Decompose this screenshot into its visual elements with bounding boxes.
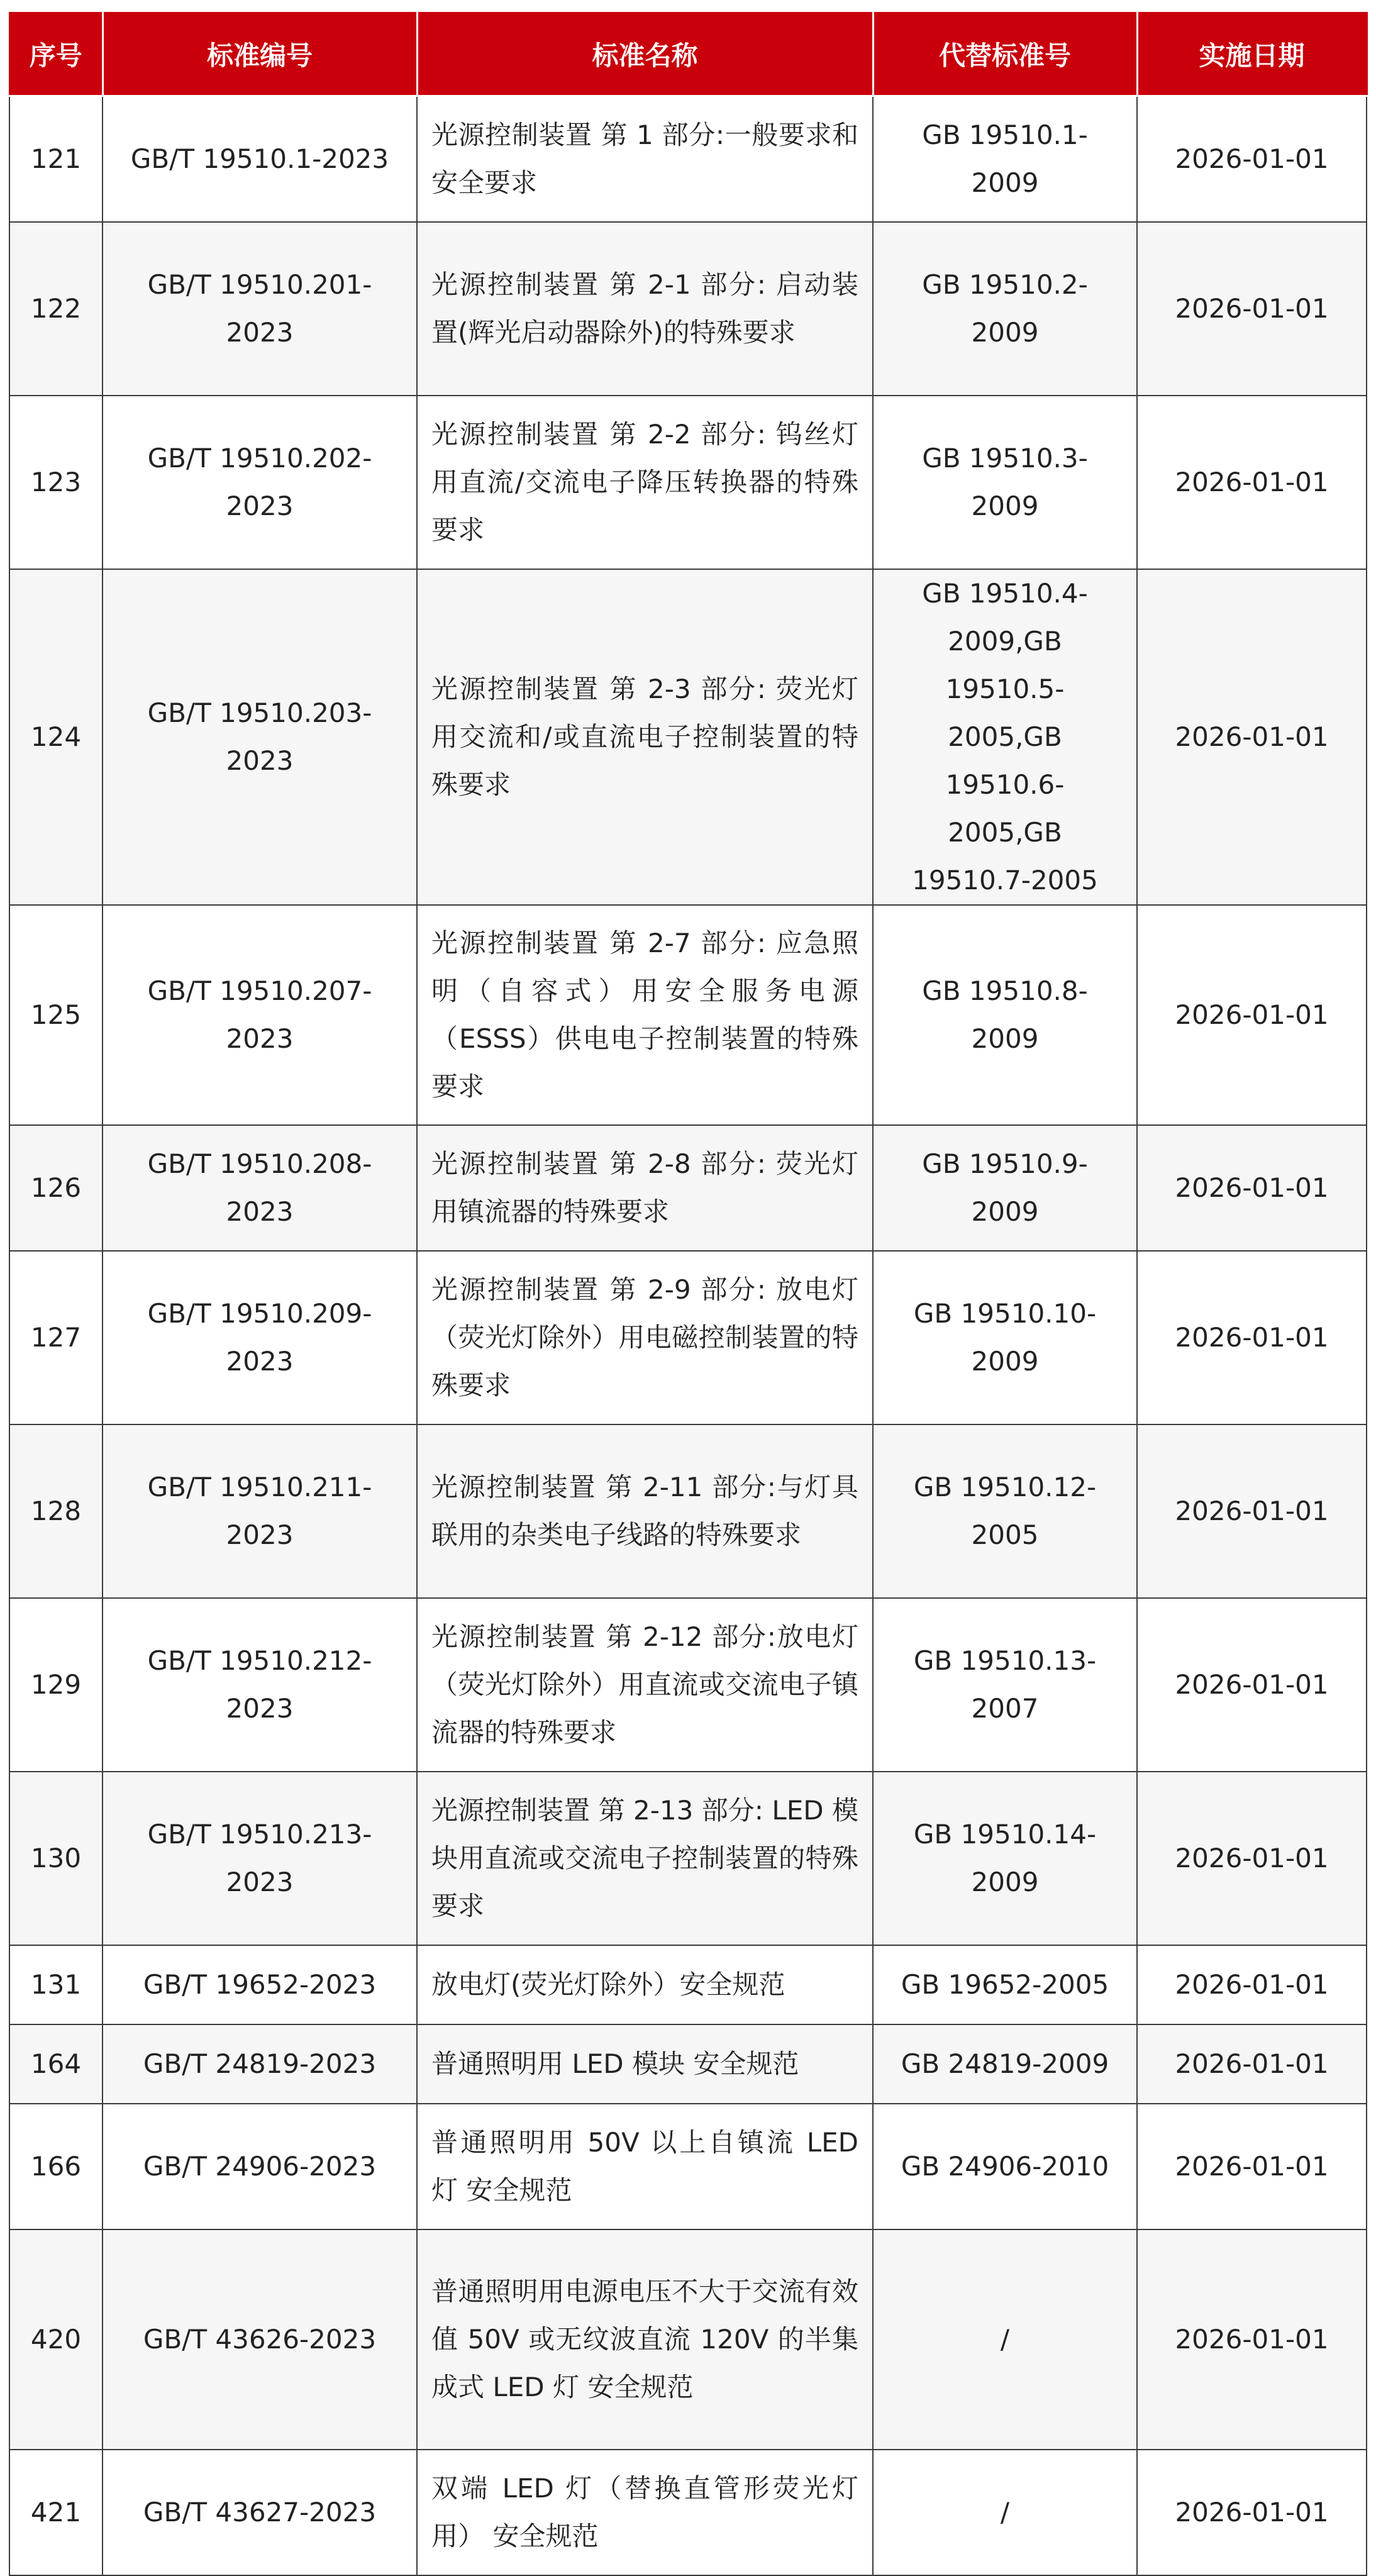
cell-seq: 164: [9, 2024, 103, 2104]
standards-table: [9, 12, 1368, 2576]
cell-standard-code: GB/T 19510.207-2023: [103, 905, 417, 1125]
table-row: [9, 2024, 1367, 2104]
table-row: [9, 1125, 1367, 1251]
cell-replaced-standard: GB 19510.10-2009: [873, 1251, 1137, 1424]
table-row: [9, 2450, 1367, 2575]
cell-replaced-standard: GB 19510.13-2007: [873, 1598, 1137, 1772]
cell-effective-date: 2026-01-01: [1137, 1598, 1367, 1772]
cell-effective-date: 2026-01-01: [1137, 2450, 1367, 2575]
cell-seq: 129: [9, 1598, 103, 1772]
cell-standard-code: GB/T 19510.1-2023: [103, 96, 417, 222]
cell-effective-date: 2026-01-01: [1137, 1251, 1367, 1424]
cell-effective-date: 2026-01-01: [1137, 1125, 1367, 1251]
cell-standard-code: GB/T 43626-2023: [103, 2229, 417, 2450]
cell-standard-name: 普通照明用电源电压不大于交流有效值 50V 或无纹波直流 120V 的半集成式 LED 灯 安全规范: [417, 2229, 873, 2450]
cell-seq: 126: [9, 1125, 103, 1251]
table-row: [9, 222, 1367, 396]
cell-standard-name: 光源控制装置 第 2-7 部分: 应急照明（自容式）用安全服务电源（ESSS）供电电子控制装置的特殊要求: [417, 905, 873, 1125]
table-row: [9, 396, 1367, 569]
table-row: [9, 2104, 1367, 2229]
cell-standard-name: 普通照明用 LED 模块 安全规范: [417, 2024, 873, 2104]
cell-replaced-standard: GB 19652-2005: [873, 1945, 1137, 2024]
header-replaced-standard: 代替标准号: [873, 13, 1137, 96]
cell-seq: 123: [9, 396, 103, 569]
cell-standard-name: 双端 LED 灯（替换直管形荧光灯用） 安全规范: [417, 2450, 873, 2575]
cell-effective-date: 2026-01-01: [1137, 1945, 1367, 2024]
cell-seq: 131: [9, 1945, 103, 2024]
table-row: [9, 2229, 1367, 2450]
cell-standard-code: GB/T 19510.203-2023: [103, 569, 417, 905]
cell-seq: 128: [9, 1424, 103, 1598]
table-header-row: [9, 13, 1367, 96]
table-row: [9, 96, 1367, 222]
cell-standard-code: GB/T 19510.208-2023: [103, 1125, 417, 1251]
cell-effective-date: 2026-01-01: [1137, 2229, 1367, 2450]
table-row: [9, 1251, 1367, 1424]
cell-replaced-standard: GB 19510.14-2009: [873, 1772, 1137, 1945]
cell-seq: 420: [9, 2229, 103, 2450]
cell-standard-name: 光源控制装置 第 2-13 部分: LED 模块用直流或交流电子控制装置的特殊要求: [417, 1772, 873, 1945]
cell-seq: 166: [9, 2104, 103, 2229]
cell-effective-date: 2026-01-01: [1137, 569, 1367, 905]
cell-standard-code: GB/T 43627-2023: [103, 2450, 417, 2575]
cell-standard-name: 光源控制装置 第 2-1 部分: 启动装置(辉光启动器除外)的特殊要求: [417, 222, 873, 396]
cell-standard-name: 光源控制装置 第 1 部分:一般要求和安全要求: [417, 96, 873, 222]
cell-replaced-standard: GB 24819-2009: [873, 2024, 1137, 2104]
cell-standard-name: 光源控制装置 第 2-8 部分: 荧光灯用镇流器的特殊要求: [417, 1125, 873, 1251]
cell-seq: 421: [9, 2450, 103, 2575]
header-seq: 序号: [9, 13, 103, 96]
table-row: [9, 569, 1367, 905]
cell-effective-date: 2026-01-01: [1137, 1424, 1367, 1598]
cell-replaced-standard: GB 19510.9-2009: [873, 1125, 1137, 1251]
cell-replaced-standard: GB 19510.8-2009: [873, 905, 1137, 1125]
table-row: [9, 1772, 1367, 1945]
cell-standard-code: GB/T 19510.213-2023: [103, 1772, 417, 1945]
cell-seq: 122: [9, 222, 103, 396]
table-row: [9, 1598, 1367, 1772]
cell-seq: 130: [9, 1772, 103, 1945]
cell-replaced-standard: GB 19510.1-2009: [873, 96, 1137, 222]
cell-effective-date: 2026-01-01: [1137, 2104, 1367, 2229]
cell-replaced-standard: /: [873, 2229, 1137, 2450]
cell-effective-date: 2026-01-01: [1137, 905, 1367, 1125]
cell-standard-name: 光源控制装置 第 2-9 部分: 放电灯（荧光灯除外）用电磁控制装置的特殊要求: [417, 1251, 873, 1424]
cell-replaced-standard: GB 19510.12-2005: [873, 1424, 1137, 1598]
cell-standard-name: 光源控制装置 第 2-3 部分: 荧光灯用交流和/或直流电子控制装置的特殊要求: [417, 569, 873, 905]
table-row: [9, 905, 1367, 1125]
table-row: [9, 1424, 1367, 1598]
cell-standard-name: 普通照明用 50V 以上自镇流 LED 灯 安全规范: [417, 2104, 873, 2229]
cell-standard-code: GB/T 19510.211-2023: [103, 1424, 417, 1598]
cell-standard-code: GB/T 19510.202-2023: [103, 396, 417, 569]
standards-table-container: [9, 12, 1366, 2576]
table-row: [9, 1945, 1367, 2024]
cell-effective-date: 2026-01-01: [1137, 96, 1367, 222]
cell-replaced-standard: /: [873, 2450, 1137, 2575]
cell-standard-code: GB/T 24819-2023: [103, 2024, 417, 2104]
cell-effective-date: 2026-01-01: [1137, 222, 1367, 396]
cell-standard-code: GB/T 24906-2023: [103, 2104, 417, 2229]
cell-replaced-standard: GB 19510.2-2009: [873, 222, 1137, 396]
cell-seq: 121: [9, 96, 103, 222]
cell-standard-code: GB/T 19510.212-2023: [103, 1598, 417, 1772]
header-effective-date: 实施日期: [1137, 13, 1367, 96]
cell-seq: 125: [9, 905, 103, 1125]
cell-effective-date: 2026-01-01: [1137, 1772, 1367, 1945]
cell-standard-code: GB/T 19510.209-2023: [103, 1251, 417, 1424]
cell-standard-name: 放电灯(荧光灯除外）安全规范: [417, 1945, 873, 2024]
cell-standard-name: 光源控制装置 第 2-11 部分:与灯具联用的杂类电子线路的特殊要求: [417, 1424, 873, 1598]
cell-standard-name: 光源控制装置 第 2-2 部分: 钨丝灯用直流/交流电子降压转换器的特殊要求: [417, 396, 873, 569]
cell-seq: 127: [9, 1251, 103, 1424]
cell-standard-code: GB/T 19652-2023: [103, 1945, 417, 2024]
cell-effective-date: 2026-01-01: [1137, 396, 1367, 569]
cell-replaced-standard: GB 19510.3-2009: [873, 396, 1137, 569]
cell-standard-code: GB/T 19510.201-2023: [103, 222, 417, 396]
cell-effective-date: 2026-01-01: [1137, 2024, 1367, 2104]
cell-replaced-standard: GB 19510.4-2009,GB 19510.5-2005,GB 19510.6-2005,GB 19510.7-2005: [873, 569, 1137, 905]
cell-replaced-standard: GB 24906-2010: [873, 2104, 1137, 2229]
cell-standard-name: 光源控制装置 第 2-12 部分:放电灯（荧光灯除外）用直流或交流电子镇流器的特殊要求: [417, 1598, 873, 1772]
header-standard-code: 标准编号: [103, 13, 417, 96]
header-standard-name: 标准名称: [417, 13, 873, 96]
cell-seq: 124: [9, 569, 103, 905]
